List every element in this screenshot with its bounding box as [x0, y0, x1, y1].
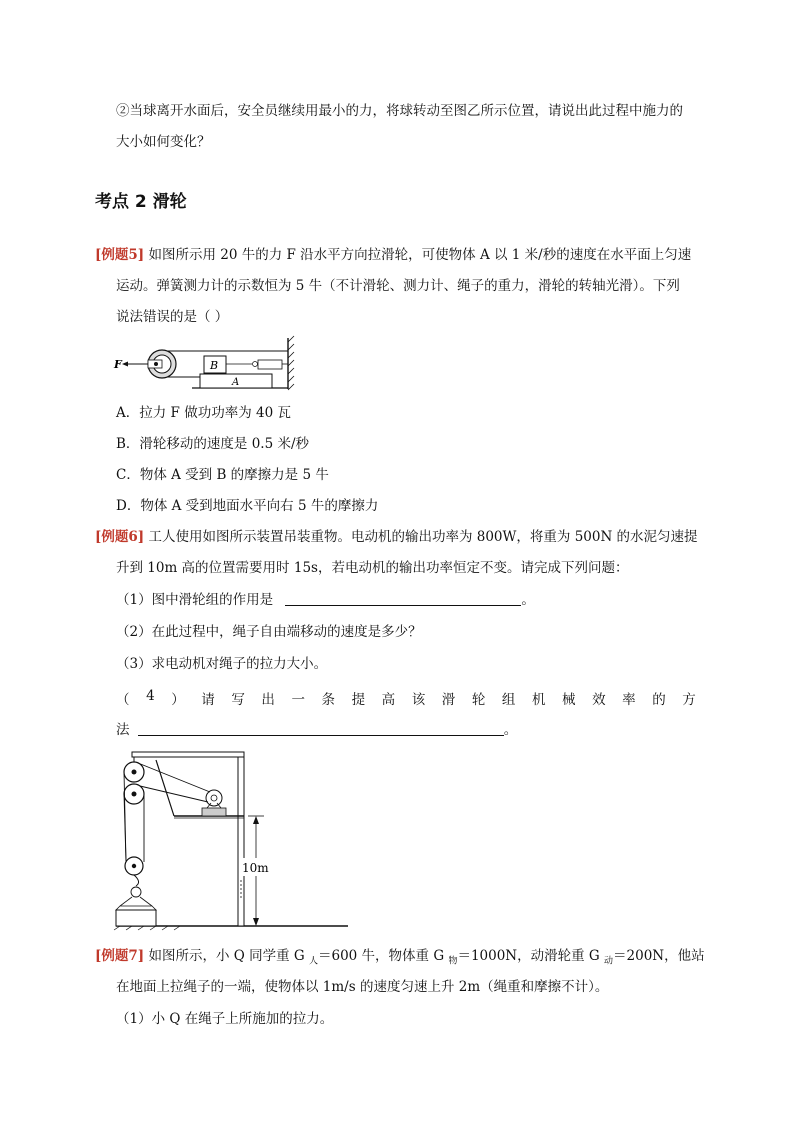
ex6-q4-char: 机: [531, 692, 546, 708]
ex6-q4-char: 滑: [441, 692, 456, 708]
q2-text-line1: ②当球离开水面后，安全员继续用最小的力，将球转动至图乙所示位置，请说出此过程中施力的: [116, 103, 683, 119]
ex6-q4-char: ）: [171, 692, 185, 708]
ex6-q1-end: 。: [521, 592, 535, 608]
ex7-line1: [95, 946, 705, 972]
ex6-q4-char: 提: [351, 692, 366, 708]
ex5-option-a: A．拉力 F 做功功率为 40 瓦: [116, 405, 291, 421]
ex6-q1-blank: [285, 591, 521, 606]
ex6-line2: 升到 10m 高的位置需要用时 15s，若电动机的输出功率恒定不变。请完成下列问题：: [116, 560, 629, 576]
ex7-sub-dong: 动: [604, 956, 614, 967]
ex5-line1: [95, 245, 691, 265]
ex6-q4-char: 4: [146, 688, 155, 704]
ex6-q4-blank: [138, 721, 504, 736]
ex6-q4-char: 的: [652, 692, 666, 708]
ex6-q4-char: 写: [231, 692, 245, 708]
ex5-text1: 如图所示用 20 牛的力 F 沿水平方向拉滑轮，可使物体 A 以 1 米/秒的速度在水平面上匀速: [144, 247, 692, 263]
ex5-figure: [112, 334, 312, 394]
ex5-option-d: D．物体 A 受到地面水平向右 5 牛的摩擦力: [116, 498, 379, 514]
ex5-option-b: B．滑轮移动的速度是 0.5 米/秒: [116, 436, 310, 452]
ex7-text1d: ＝200N，他站: [613, 948, 705, 964]
ex6-text1: 工人使用如图所示装置吊装重物。电动机的输出功率为 800W，将重为 500N 的水泥匀速提: [144, 529, 698, 545]
ex6-q1: [116, 590, 535, 610]
ex6-q4-char: 一: [291, 692, 305, 708]
ex6-height-label: 10m: [242, 861, 269, 875]
ex5-label-f: F: [114, 358, 122, 371]
ex6-q4-char: 请: [201, 692, 215, 708]
ex7-sub-ren: 人: [308, 956, 318, 967]
ex6-q4-char: 该: [411, 692, 426, 708]
ex6-q4-char: 出: [261, 692, 275, 708]
ex6-q4-char: 效: [592, 692, 606, 708]
ex5-line3: 说法错误的是（ ）: [116, 309, 229, 325]
ex6-q4-char: 械: [562, 692, 576, 708]
ex6-q4-end: 。: [503, 722, 518, 738]
ex6-q4-line2: [116, 720, 517, 740]
ex6-q3: （3）求电动机对绳子的拉力大小。: [116, 656, 328, 672]
ex6-q4-char: 组: [501, 692, 516, 708]
ex5-tag: [例题5]: [95, 247, 145, 263]
ex6-q2: （2）在此过程中，绳子自由端移动的速度是多少？: [116, 624, 422, 640]
ex5-option-c: C．物体 A 受到 B 的摩擦力是 5 牛: [116, 467, 329, 483]
ex5-label-a: A: [232, 377, 240, 388]
ex5-label-b: B: [210, 359, 219, 372]
section-title: 考点 2 滑轮: [95, 192, 187, 212]
ex7-sub-wu: 物: [448, 956, 458, 967]
ex7-q1: （1）小 Q 在绳子上所施加的拉力。: [116, 1011, 334, 1027]
ex6-q4-char: 条: [321, 692, 336, 708]
ex6-q4-char: 高: [381, 692, 396, 708]
ex5-line2: 运动。弹簧测力计的示数恒为 5 牛（不计滑轮、测力计、绳子的重力，滑轮的转轴光滑）。下列: [116, 278, 680, 294]
ex6-q4-char: （: [116, 692, 130, 708]
ex7-text1a: 如图所示，小 Q 同学重 G: [144, 948, 309, 964]
ex7-line2: 在地面上拉绳子的一端，使物体以 1m/s 的速度匀速上升 2m（绳重和摩擦不计）。: [116, 979, 609, 995]
ex6-line1: [95, 527, 698, 547]
ex6-q4-char: 方: [682, 692, 696, 708]
ex7-text1b: ＝600 牛，物体重 G: [318, 948, 449, 964]
ex6-q4-char: 率: [622, 692, 636, 708]
ex6-q4-text2: 法: [116, 722, 130, 738]
ex7-text1c: ＝1000N，动滑轮重 G: [457, 948, 604, 964]
ex6-q4-line1: [116, 688, 696, 708]
ex6-figure: [112, 750, 352, 930]
ex6-tag: [例题6]: [95, 529, 145, 545]
ex6-q1-text: （1）图中滑轮组的作用是: [116, 592, 274, 608]
ex6-q4-char: 轮: [471, 692, 486, 708]
ex7-tag: [例题7]: [95, 948, 145, 964]
q2-text-line2: 大小如何变化？: [116, 134, 211, 150]
